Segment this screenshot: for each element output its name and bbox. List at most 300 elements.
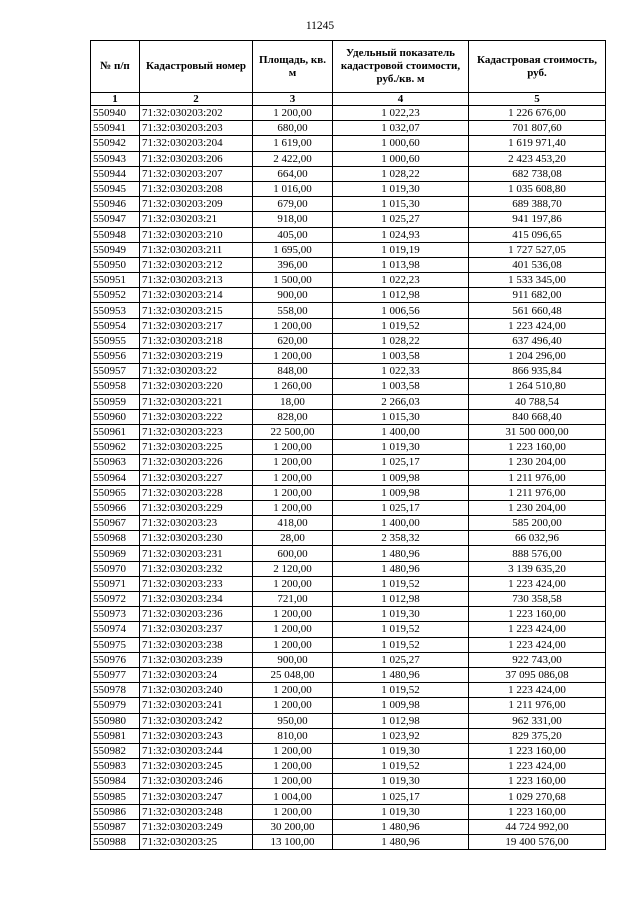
row-number-cell: 550975 — [91, 637, 140, 652]
row-number-cell: 550950 — [91, 257, 140, 272]
row-number-cell: 550969 — [91, 546, 140, 561]
specific-rate-cell: 1 022,33 — [333, 364, 469, 379]
table-row — [91, 227, 606, 242]
cadastral-cost-cell: 585 200,00 — [469, 516, 606, 531]
table-row — [91, 743, 606, 758]
area-cell: 1 200,00 — [253, 698, 333, 713]
cadastral-number-cell: 71:32:030203:233 — [140, 576, 253, 591]
row-number-cell: 550966 — [91, 500, 140, 515]
table-row — [91, 333, 606, 348]
cadastral-number-cell: 71:32:030203:214 — [140, 288, 253, 303]
table-row — [91, 804, 606, 819]
area-cell: 1 200,00 — [253, 774, 333, 789]
cadastral-cost-cell: 888 576,00 — [469, 546, 606, 561]
area-cell: 600,00 — [253, 546, 333, 561]
row-number-cell: 550951 — [91, 273, 140, 288]
row-number-cell: 550984 — [91, 774, 140, 789]
table-header-row — [91, 41, 606, 93]
header-num: № п/п — [91, 41, 140, 93]
specific-rate-cell: 1 019,30 — [333, 804, 469, 819]
cadastral-number-cell: 71:32:030203:21 — [140, 212, 253, 227]
area-cell: 405,00 — [253, 227, 333, 242]
cadastral-number-cell: 71:32:030203:215 — [140, 303, 253, 318]
row-number-cell: 550973 — [91, 607, 140, 622]
specific-rate-cell: 2 266,03 — [333, 394, 469, 409]
cadastral-cost-cell: 730 358,58 — [469, 592, 606, 607]
row-number-cell: 550955 — [91, 333, 140, 348]
row-number-cell: 550959 — [91, 394, 140, 409]
cadastral-cost-cell: 911 682,00 — [469, 288, 606, 303]
cadastral-cost-cell: 3 139 635,20 — [469, 561, 606, 576]
area-cell: 1 500,00 — [253, 273, 333, 288]
row-number-cell: 550949 — [91, 242, 140, 257]
cadastral-cost-cell: 962 331,00 — [469, 713, 606, 728]
cadastral-number-cell: 71:32:030203:223 — [140, 424, 253, 439]
table-row — [91, 303, 606, 318]
specific-rate-cell: 1 480,96 — [333, 835, 469, 850]
cadastral-cost-cell: 1 727 527,05 — [469, 242, 606, 257]
table-row — [91, 819, 606, 834]
area-cell: 1 200,00 — [253, 683, 333, 698]
cadastral-cost-cell: 44 724 992,00 — [469, 819, 606, 834]
table-row — [91, 151, 606, 166]
row-number-cell: 550980 — [91, 713, 140, 728]
area-cell: 1 200,00 — [253, 440, 333, 455]
area-cell: 810,00 — [253, 728, 333, 743]
row-number-cell: 550945 — [91, 181, 140, 196]
row-number-cell: 550970 — [91, 561, 140, 576]
row-number-cell: 550961 — [91, 424, 140, 439]
area-cell: 950,00 — [253, 713, 333, 728]
specific-rate-cell: 1 400,00 — [333, 424, 469, 439]
row-number-cell: 550946 — [91, 197, 140, 212]
area-cell: 900,00 — [253, 652, 333, 667]
cadastral-number-cell: 71:32:030203:225 — [140, 440, 253, 455]
area-cell: 1 200,00 — [253, 759, 333, 774]
specific-rate-cell: 1 025,27 — [333, 652, 469, 667]
table-row — [91, 394, 606, 409]
specific-rate-cell: 1 019,19 — [333, 242, 469, 257]
row-number-cell: 550967 — [91, 516, 140, 531]
header-area: Площадь, кв. м — [253, 41, 333, 93]
area-cell: 1 200,00 — [253, 743, 333, 758]
cadastral-cost-cell: 866 935,84 — [469, 364, 606, 379]
table-row — [91, 136, 606, 151]
cadastral-number-cell: 71:32:030203:230 — [140, 531, 253, 546]
row-number-cell: 550965 — [91, 485, 140, 500]
specific-rate-cell: 1 023,92 — [333, 728, 469, 743]
row-number-cell: 550954 — [91, 318, 140, 333]
table-row — [91, 379, 606, 394]
cadastral-value-table — [90, 40, 606, 850]
area-cell: 1 619,00 — [253, 136, 333, 151]
cadastral-number-cell: 71:32:030203:238 — [140, 637, 253, 652]
cadastral-number-cell: 71:32:030203:249 — [140, 819, 253, 834]
area-cell: 25 048,00 — [253, 667, 333, 682]
table-row — [91, 273, 606, 288]
specific-rate-cell: 1 006,56 — [333, 303, 469, 318]
row-number-cell: 550971 — [91, 576, 140, 591]
cadastral-number-cell: 71:32:030203:220 — [140, 379, 253, 394]
area-cell: 1 200,00 — [253, 455, 333, 470]
specific-rate-cell: 1 012,98 — [333, 288, 469, 303]
table-row — [91, 835, 606, 850]
area-cell: 1 200,00 — [253, 637, 333, 652]
cadastral-cost-cell: 1 029 270,68 — [469, 789, 606, 804]
table-row — [91, 242, 606, 257]
specific-rate-cell: 1 019,30 — [333, 743, 469, 758]
cadastral-number-cell: 71:32:030203:231 — [140, 546, 253, 561]
area-cell: 1 200,00 — [253, 622, 333, 637]
cadastral-cost-cell: 66 032,96 — [469, 531, 606, 546]
cadastral-number-cell: 71:32:030203:24 — [140, 667, 253, 682]
table-row — [91, 516, 606, 531]
row-number-cell: 550968 — [91, 531, 140, 546]
specific-rate-cell: 1 025,17 — [333, 500, 469, 515]
table-body — [91, 106, 606, 850]
row-number-cell: 550986 — [91, 804, 140, 819]
specific-rate-cell: 1 019,52 — [333, 683, 469, 698]
cadastral-cost-cell: 941 197,86 — [469, 212, 606, 227]
cadastral-number-cell: 71:32:030203:237 — [140, 622, 253, 637]
cadastral-cost-cell: 1 223 424,00 — [469, 318, 606, 333]
cadastral-cost-cell: 682 738,08 — [469, 166, 606, 181]
cadastral-cost-cell: 1 223 424,00 — [469, 759, 606, 774]
specific-rate-cell: 1 025,17 — [333, 455, 469, 470]
specific-rate-cell: 1 012,98 — [333, 592, 469, 607]
specific-rate-cell: 1 480,96 — [333, 667, 469, 682]
cadastral-number-cell: 71:32:030203:226 — [140, 455, 253, 470]
row-number-cell: 550985 — [91, 789, 140, 804]
table-row — [91, 561, 606, 576]
table-row — [91, 759, 606, 774]
table-row — [91, 440, 606, 455]
row-number-cell: 550983 — [91, 759, 140, 774]
area-cell: 1 695,00 — [253, 242, 333, 257]
area-cell: 1 200,00 — [253, 106, 333, 121]
cadastral-number-cell: 71:32:030203:243 — [140, 728, 253, 743]
area-cell: 1 200,00 — [253, 804, 333, 819]
area-cell: 22 500,00 — [253, 424, 333, 439]
row-number-cell: 550987 — [91, 819, 140, 834]
cadastral-cost-cell: 1 223 424,00 — [469, 622, 606, 637]
row-number-cell: 550944 — [91, 166, 140, 181]
cadastral-cost-cell: 37 095 086,08 — [469, 667, 606, 682]
row-number-cell: 550941 — [91, 121, 140, 136]
area-cell: 620,00 — [253, 333, 333, 348]
cadastral-cost-cell: 415 096,65 — [469, 227, 606, 242]
cadastral-cost-cell: 1 035 608,80 — [469, 181, 606, 196]
cadastral-cost-cell: 1 619 971,40 — [469, 136, 606, 151]
area-cell: 1 200,00 — [253, 349, 333, 364]
area-cell: 2 120,00 — [253, 561, 333, 576]
cadastral-number-cell: 71:32:030203:213 — [140, 273, 253, 288]
cadastral-cost-cell: 840 668,40 — [469, 409, 606, 424]
cadastral-number-cell: 71:32:030203:203 — [140, 121, 253, 136]
cadastral-cost-cell: 561 660,48 — [469, 303, 606, 318]
specific-rate-cell: 1 019,30 — [333, 774, 469, 789]
cadastral-number-cell: 71:32:030203:209 — [140, 197, 253, 212]
row-number-cell: 550964 — [91, 470, 140, 485]
cadastral-cost-cell: 1 264 510,80 — [469, 379, 606, 394]
area-cell: 664,00 — [253, 166, 333, 181]
cadastral-number-cell: 71:32:030203:25 — [140, 835, 253, 850]
cadastral-number-cell: 71:32:030203:211 — [140, 242, 253, 257]
area-cell: 1 200,00 — [253, 485, 333, 500]
cadastral-cost-cell: 701 807,60 — [469, 121, 606, 136]
cadastral-cost-cell: 19 400 576,00 — [469, 835, 606, 850]
specific-rate-cell: 1 009,98 — [333, 485, 469, 500]
table-row — [91, 713, 606, 728]
area-cell: 679,00 — [253, 197, 333, 212]
row-number-cell: 550956 — [91, 349, 140, 364]
specific-rate-cell: 1 015,30 — [333, 409, 469, 424]
area-cell: 1 200,00 — [253, 576, 333, 591]
area-cell: 1 200,00 — [253, 318, 333, 333]
area-cell: 13 100,00 — [253, 835, 333, 850]
specific-rate-cell: 1 019,30 — [333, 181, 469, 196]
cadastral-number-cell: 71:32:030203:245 — [140, 759, 253, 774]
cadastral-number-cell: 71:32:030203:234 — [140, 592, 253, 607]
specific-rate-cell: 1 024,93 — [333, 227, 469, 242]
specific-rate-cell: 1 028,22 — [333, 166, 469, 181]
page-number: 11245 — [305, 20, 335, 32]
cadastral-number-cell: 71:32:030203:241 — [140, 698, 253, 713]
table-row — [91, 531, 606, 546]
specific-rate-cell: 1 400,00 — [333, 516, 469, 531]
area-cell: 30 200,00 — [253, 819, 333, 834]
row-number-cell: 550947 — [91, 212, 140, 227]
specific-rate-cell: 1 019,52 — [333, 622, 469, 637]
cadastral-number-cell: 71:32:030203:206 — [140, 151, 253, 166]
cadastral-cost-cell: 922 743,00 — [469, 652, 606, 667]
table-row — [91, 728, 606, 743]
specific-rate-cell: 1 032,07 — [333, 121, 469, 136]
area-cell: 900,00 — [253, 288, 333, 303]
row-number-cell: 550963 — [91, 455, 140, 470]
specific-rate-cell: 1 019,52 — [333, 576, 469, 591]
row-number-cell: 550974 — [91, 622, 140, 637]
cadastral-cost-cell: 1 211 976,00 — [469, 485, 606, 500]
specific-rate-cell: 1 480,96 — [333, 561, 469, 576]
specific-rate-cell: 1 019,52 — [333, 637, 469, 652]
area-cell: 918,00 — [253, 212, 333, 227]
area-cell: 1 200,00 — [253, 500, 333, 515]
row-number-cell: 550978 — [91, 683, 140, 698]
area-cell: 828,00 — [253, 409, 333, 424]
cadastral-cost-cell: 401 536,08 — [469, 257, 606, 272]
table-row — [91, 197, 606, 212]
area-cell: 721,00 — [253, 592, 333, 607]
area-cell: 2 422,00 — [253, 151, 333, 166]
specific-rate-cell: 1 012,98 — [333, 713, 469, 728]
cadastral-cost-cell: 689 388,70 — [469, 197, 606, 212]
cadastral-number-cell: 71:32:030203:217 — [140, 318, 253, 333]
row-number-cell: 550988 — [91, 835, 140, 850]
cadastral-number-cell: 71:32:030203:228 — [140, 485, 253, 500]
row-number-cell: 550952 — [91, 288, 140, 303]
row-number-cell: 550940 — [91, 106, 140, 121]
table-row — [91, 318, 606, 333]
cadastral-number-cell: 71:32:030203:236 — [140, 607, 253, 622]
cadastral-number-cell: 71:32:030203:244 — [140, 743, 253, 758]
table-row — [91, 607, 606, 622]
header-cadastral-number: Кадастровый номер — [140, 41, 253, 93]
table-row — [91, 576, 606, 591]
area-cell: 558,00 — [253, 303, 333, 318]
specific-rate-cell: 1 028,22 — [333, 333, 469, 348]
cadastral-number-cell: 71:32:030203:222 — [140, 409, 253, 424]
column-number: 3 — [253, 93, 333, 106]
table-row — [91, 789, 606, 804]
cadastral-number-cell: 71:32:030203:221 — [140, 394, 253, 409]
specific-rate-cell: 1 019,30 — [333, 607, 469, 622]
row-number-cell: 550976 — [91, 652, 140, 667]
area-cell: 1 200,00 — [253, 607, 333, 622]
cadastral-number-cell: 71:32:030203:207 — [140, 166, 253, 181]
specific-rate-cell: 1 480,96 — [333, 819, 469, 834]
cadastral-cost-cell: 829 375,20 — [469, 728, 606, 743]
area-cell: 418,00 — [253, 516, 333, 531]
column-number: 4 — [333, 93, 469, 106]
cadastral-cost-cell: 1 223 424,00 — [469, 683, 606, 698]
specific-rate-cell: 1 000,60 — [333, 136, 469, 151]
column-number-row — [91, 93, 606, 106]
specific-rate-cell: 1 013,98 — [333, 257, 469, 272]
cadastral-cost-cell: 1 211 976,00 — [469, 470, 606, 485]
area-cell: 848,00 — [253, 364, 333, 379]
row-number-cell: 550977 — [91, 667, 140, 682]
specific-rate-cell: 1 019,52 — [333, 759, 469, 774]
table-row — [91, 349, 606, 364]
column-number: 5 — [469, 93, 606, 106]
row-number-cell: 550957 — [91, 364, 140, 379]
table-row — [91, 546, 606, 561]
table-row — [91, 409, 606, 424]
cadastral-cost-cell: 1 223 160,00 — [469, 440, 606, 455]
header-specific-rate: Удельный показатель кадастровой стоимости, руб./кв. м — [333, 41, 469, 93]
row-number-cell: 550942 — [91, 136, 140, 151]
specific-rate-cell: 1 480,96 — [333, 546, 469, 561]
table-row — [91, 667, 606, 682]
specific-rate-cell: 1 022,23 — [333, 273, 469, 288]
table-row — [91, 698, 606, 713]
specific-rate-cell: 1 019,52 — [333, 318, 469, 333]
table-row — [91, 364, 606, 379]
cadastral-number-cell: 71:32:030203:232 — [140, 561, 253, 576]
table-row — [91, 592, 606, 607]
cadastral-number-cell: 71:32:030203:202 — [140, 106, 253, 121]
table-row — [91, 774, 606, 789]
cadastral-cost-cell: 1 211 976,00 — [469, 698, 606, 713]
table-row — [91, 470, 606, 485]
table-row — [91, 424, 606, 439]
row-number-cell: 550982 — [91, 743, 140, 758]
cadastral-number-cell: 71:32:030203:208 — [140, 181, 253, 196]
area-cell: 1 260,00 — [253, 379, 333, 394]
cadastral-number-cell: 71:32:030203:239 — [140, 652, 253, 667]
specific-rate-cell: 1 003,58 — [333, 349, 469, 364]
specific-rate-cell: 1 025,17 — [333, 789, 469, 804]
cadastral-number-cell: 71:32:030203:248 — [140, 804, 253, 819]
row-number-cell: 550953 — [91, 303, 140, 318]
row-number-cell: 550981 — [91, 728, 140, 743]
cadastral-number-cell: 71:32:030203:210 — [140, 227, 253, 242]
table-row — [91, 455, 606, 470]
cadastral-cost-cell: 1 204 296,00 — [469, 349, 606, 364]
row-number-cell: 550943 — [91, 151, 140, 166]
table-row — [91, 181, 606, 196]
specific-rate-cell: 1 009,98 — [333, 698, 469, 713]
cadastral-number-cell: 71:32:030203:242 — [140, 713, 253, 728]
row-number-cell: 550962 — [91, 440, 140, 455]
table-row — [91, 652, 606, 667]
cadastral-number-cell: 71:32:030203:218 — [140, 333, 253, 348]
cadastral-number-cell: 71:32:030203:240 — [140, 683, 253, 698]
row-number-cell: 550958 — [91, 379, 140, 394]
cadastral-number-cell: 71:32:030203:229 — [140, 500, 253, 515]
area-cell: 1 200,00 — [253, 470, 333, 485]
cadastral-cost-cell: 1 533 345,00 — [469, 273, 606, 288]
cadastral-cost-cell: 637 496,40 — [469, 333, 606, 348]
cadastral-number-cell: 71:32:030203:219 — [140, 349, 253, 364]
cadastral-number-cell: 71:32:030203:23 — [140, 516, 253, 531]
table-row — [91, 288, 606, 303]
table-row — [91, 257, 606, 272]
specific-rate-cell: 1 015,30 — [333, 197, 469, 212]
area-cell: 680,00 — [253, 121, 333, 136]
cadastral-cost-cell: 1 223 160,00 — [469, 804, 606, 819]
cadastral-number-cell: 71:32:030203:246 — [140, 774, 253, 789]
cadastral-cost-cell: 1 223 160,00 — [469, 774, 606, 789]
area-cell: 1 004,00 — [253, 789, 333, 804]
specific-rate-cell: 1 009,98 — [333, 470, 469, 485]
specific-rate-cell: 1 025,27 — [333, 212, 469, 227]
area-cell: 396,00 — [253, 257, 333, 272]
cadastral-cost-cell: 1 230 204,00 — [469, 500, 606, 515]
cadastral-cost-cell: 1 226 676,00 — [469, 106, 606, 121]
cadastral-cost-cell: 1 223 160,00 — [469, 743, 606, 758]
specific-rate-cell: 1 000,60 — [333, 151, 469, 166]
area-cell: 18,00 — [253, 394, 333, 409]
specific-rate-cell: 1 003,58 — [333, 379, 469, 394]
table-row — [91, 166, 606, 181]
table-row — [91, 622, 606, 637]
column-number: 1 — [91, 93, 140, 106]
row-number-cell: 550948 — [91, 227, 140, 242]
table-row — [91, 637, 606, 652]
cadastral-number-cell: 71:32:030203:247 — [140, 789, 253, 804]
table-row — [91, 683, 606, 698]
table-row — [91, 485, 606, 500]
cadastral-cost-cell: 31 500 000,00 — [469, 424, 606, 439]
table-row — [91, 500, 606, 515]
area-cell: 28,00 — [253, 531, 333, 546]
cadastral-cost-cell: 1 223 424,00 — [469, 576, 606, 591]
specific-rate-cell: 1 022,23 — [333, 106, 469, 121]
header-cadastral-cost: Кадастровая стоимость, руб. — [469, 41, 606, 93]
specific-rate-cell: 1 019,30 — [333, 440, 469, 455]
cadastral-cost-cell: 1 230 204,00 — [469, 455, 606, 470]
area-cell: 1 016,00 — [253, 181, 333, 196]
cadastral-number-cell: 71:32:030203:22 — [140, 364, 253, 379]
row-number-cell: 550979 — [91, 698, 140, 713]
cadastral-number-cell: 71:32:030203:212 — [140, 257, 253, 272]
row-number-cell: 550972 — [91, 592, 140, 607]
table-row — [91, 121, 606, 136]
cadastral-cost-cell: 1 223 424,00 — [469, 637, 606, 652]
table-row — [91, 212, 606, 227]
